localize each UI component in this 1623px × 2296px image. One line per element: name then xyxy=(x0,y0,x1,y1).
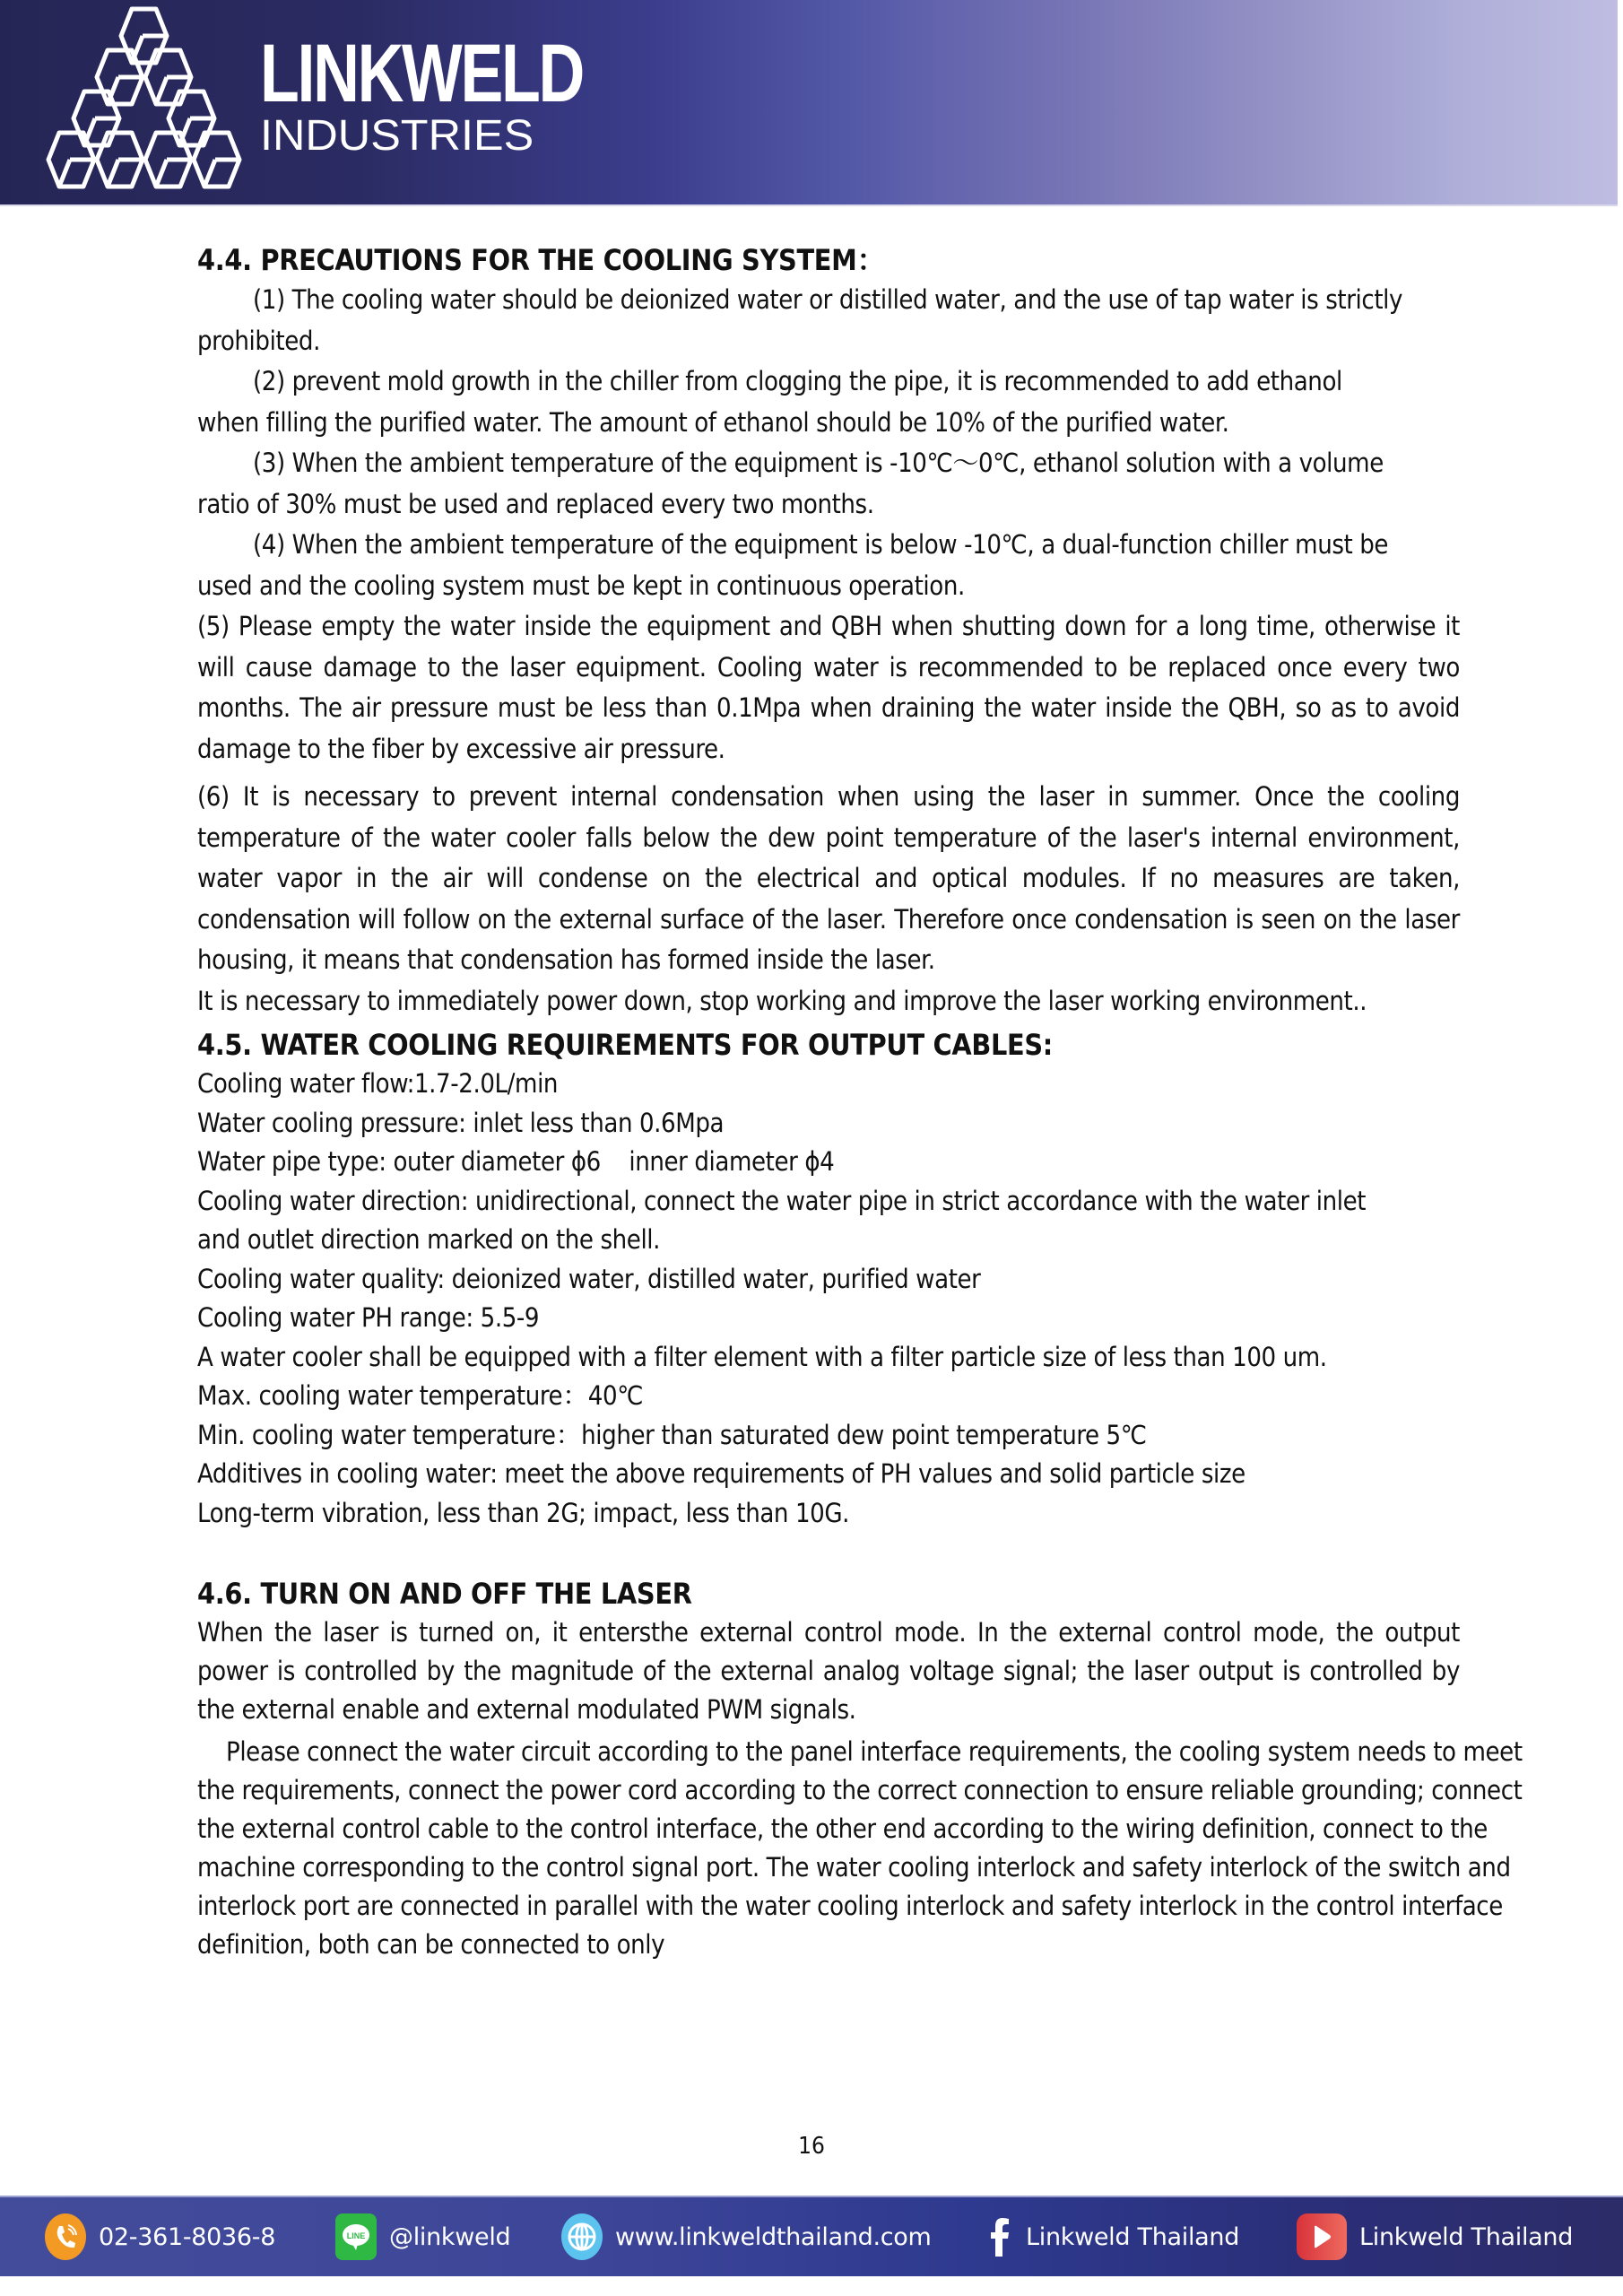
precaution-item-2-line1: (2) prevent mold growth in the chiller from clogging the pipe, it is recommended to add ethanol xyxy=(253,366,1342,396)
requirement-line: Water pipe type: outer diameter ϕ6 inner diameter ϕ4 xyxy=(197,1146,835,1177)
footer-phone-label: 02-361-8036-8 xyxy=(99,2222,276,2251)
turn-on-paragraph-1: When the laser is turned on, it entersthe external control mode. In the external control mode, the output power is controlled by the magnitude of the external analog voltage signal; the laser output is controlled by the external enable and external modulated PWM signals. xyxy=(197,1617,1460,1725)
requirement-line: Cooling water direction: unidirectional, connect the water pipe in strict accordance with the water inlet xyxy=(197,1185,1367,1216)
footer-youtube-label: Linkweld Thailand xyxy=(1359,2222,1574,2251)
requirement-line: and outlet direction marked on the shell. xyxy=(197,1224,661,1255)
svg-text:LINE: LINE xyxy=(346,2231,366,2240)
header-banner xyxy=(0,0,1618,206)
precaution-item-3-line1: (3) When the ambient temperature of the equipment is -10℃～0℃, ethanol solution with a volume xyxy=(253,448,1384,478)
precaution-item-1-line1: (1) The cooling water should be deionized water or distilled water, and the use of tap water is strictly xyxy=(253,284,1403,315)
section-heading-4-6: 4.6. TURN ON AND OFF THE LASER xyxy=(197,1577,692,1611)
line-app-icon xyxy=(335,2213,377,2260)
globe-icon xyxy=(561,2213,603,2260)
requirement-line: Min. cooling water temperature：higher than saturated dew point temperature 5℃ xyxy=(197,1419,1147,1450)
precaution-item-6: (6) It is necessary to prevent internal condensation when using the laser in summer. Once the cooling temperature of the water cooler falls below the dew point temperature of the laser's internal environment, water vapor in the air will condense on the electrical and optical modules. If no measures are taken, condensation will follow on the external surface of the laser. Therefore once condensation is seen on the laser housing, it means that condensation has formed inside the laser. xyxy=(197,781,1460,975)
page-number: 16 xyxy=(798,2133,825,2160)
cooling-requirements-list xyxy=(197,1065,1506,1533)
footer-facebook[interactable] xyxy=(986,2197,1239,2276)
requirement-line: Cooling water PH range: 5.5-9 xyxy=(197,1302,540,1333)
footer-facebook-label: Linkweld Thailand xyxy=(1026,2222,1240,2251)
footer-line[interactable] xyxy=(335,2197,510,2276)
brand-subtitle: INDUSTRIES xyxy=(260,112,534,160)
requirement-line: Cooling water flow:1.7-2.0L/min xyxy=(197,1068,559,1099)
requirement-line: Max. cooling water temperature：40℃ xyxy=(197,1380,644,1411)
precaution-item-4-line2: used and the cooling system must be kept in continuous operation. xyxy=(197,570,965,601)
precaution-item-4-line1: (4) When the ambient temperature of the equipment is below -10℃, a dual-function chiller must be xyxy=(253,529,1389,560)
contact-footer xyxy=(0,2196,1623,2276)
requirement-line: Cooling water quality: deionized water, distilled water, purified water xyxy=(197,1263,981,1294)
footer-website[interactable] xyxy=(561,2197,932,2276)
youtube-icon xyxy=(1297,2213,1347,2260)
facebook-icon xyxy=(986,2213,1013,2260)
document-body xyxy=(197,240,1523,1964)
turn-on-paragraph-2: Please connect the water circuit according to the panel interface requirements, the cooling system needs to meet the requirements, connect the power cord according to the correct connection to ensure reliable grounding; connect the external control cable to the control interface, the other end according to the wiring definition, connect to the machine corresponding to the control signal port. The water cooling interlock and safety interlock of the switch and interlock port are connected in parallel with the water cooling interlock and safety interlock in the control interface definition, both can be connected to only xyxy=(197,1736,1523,1960)
footer-line-label: @linkweld xyxy=(389,2222,511,2251)
footer-phone[interactable] xyxy=(45,2197,275,2276)
precaution-item-3-line2: ratio of 30% must be used and replaced every two months. xyxy=(197,488,874,519)
requirement-line: Long-term vibration, less than 2G; impact, less than 10G. xyxy=(197,1497,850,1528)
section-heading-4-5: 4.5. WATER COOLING REQUIREMENTS FOR OUTPUT CABLES: xyxy=(197,1028,1054,1062)
requirement-line: Additives in cooling water: meet the above requirements of PH values and solid particle size xyxy=(197,1458,1245,1489)
requirement-line: A water cooler shall be equipped with a filter element with a filter particle size of less than 100 um. xyxy=(197,1341,1327,1372)
cube-pyramid-logo-icon xyxy=(20,4,244,192)
precaution-item-5: (5) Please empty the water inside the equipment and QBH when shutting down for a long time, otherwise it will cause damage to the laser equipment. Cooling water is recommended to be replaced once every two months. The air pressure must be less than 0.1Mpa when draining the water inside the QBH, so as to avoid damage to the fiber by excessive air pressure. xyxy=(197,611,1460,764)
section-heading-4-4: 4.4. PRECAUTIONS FOR THE COOLING SYSTEM： xyxy=(197,243,886,277)
phone-icon xyxy=(45,2213,86,2260)
footer-website-label: www.linkweldthailand.com xyxy=(615,2222,932,2251)
precaution-item-6-continued: It is necessary to immediately power down, stop working and improve the laser working environment.. xyxy=(197,985,1367,1016)
precautions-list xyxy=(197,280,1506,606)
requirement-line: Water cooling pressure: inlet less than 0.6Mpa xyxy=(197,1107,725,1138)
brand-name: LINKWELD xyxy=(260,28,583,119)
precaution-item-2-line2: when filling the purified water. The amount of ethanol should be 10% of the purified water. xyxy=(197,406,1229,438)
precaution-item-1-line2: prohibited. xyxy=(197,325,320,356)
footer-youtube[interactable] xyxy=(1297,2197,1573,2276)
